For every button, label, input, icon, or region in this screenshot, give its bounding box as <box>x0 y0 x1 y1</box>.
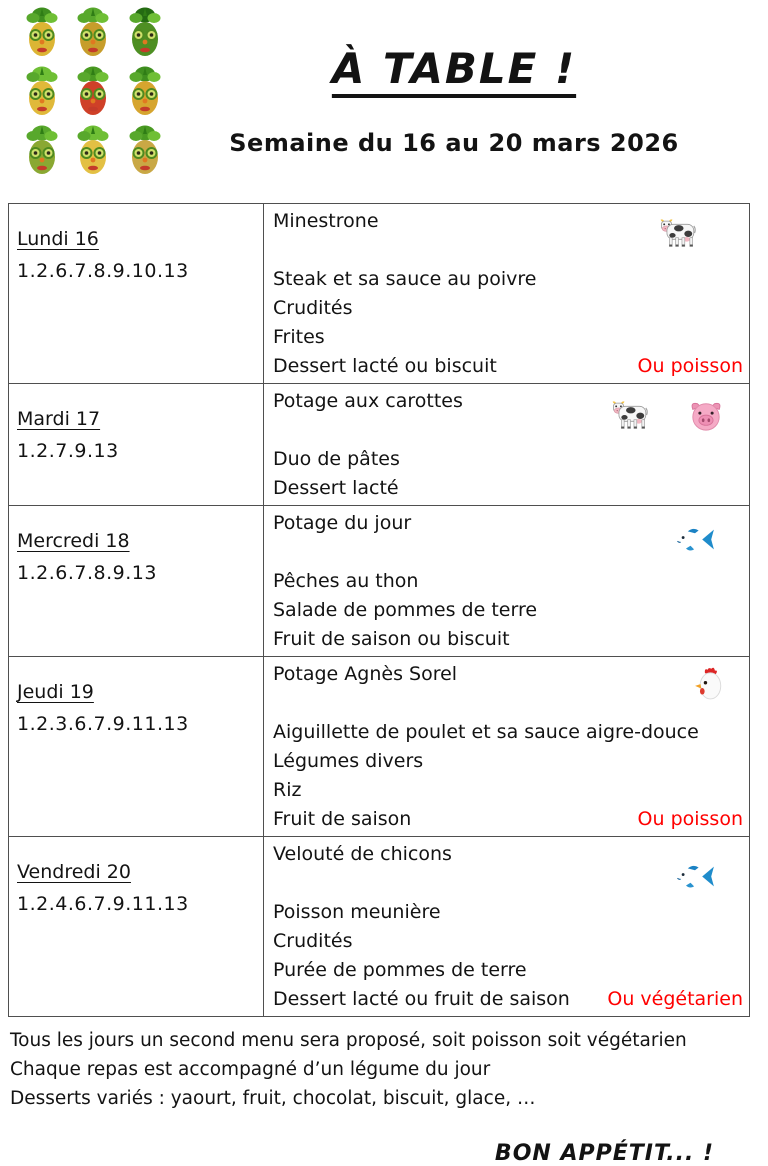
day-cell <box>9 657 264 837</box>
menu-item: Salade de pommes de terre <box>273 599 538 621</box>
menu-cell <box>264 204 750 384</box>
menu-item: Minestrone <box>273 210 379 232</box>
rooster-icon <box>694 667 725 703</box>
footer-note: Tous les jours un second menu sera proposé, soit poisson soit végétarien <box>10 1030 687 1051</box>
title-block <box>152 0 756 157</box>
menu-item: Dessert lacté <box>273 477 399 499</box>
menu-item: Crudités <box>273 297 353 319</box>
menu-day-row <box>9 657 750 837</box>
menu-item: Duo de pâtes <box>273 448 400 470</box>
menu-line-spacer <box>273 689 743 718</box>
menu-item: Riz <box>273 779 302 801</box>
menu-cell <box>264 657 750 837</box>
vegetable-faces-grid <box>18 5 170 181</box>
vegetable-face-icon <box>18 123 65 181</box>
menu-item: Potage du jour <box>273 512 412 534</box>
menu-item: Crudités <box>273 930 353 952</box>
day-cell <box>9 837 264 1017</box>
alternative-menu-note: Ou poisson <box>637 808 743 830</box>
menu-item <box>273 352 743 381</box>
header <box>0 0 768 203</box>
menu-item: Fruit de saison ou biscuit <box>273 628 510 650</box>
menu-item-text: Fruit de saison <box>273 808 412 830</box>
alternative-menu-note: Ou végétarien <box>607 988 743 1010</box>
day-cell <box>9 506 264 657</box>
allergen-numbers: 1.2.4.6.7.9.11.13 <box>17 893 189 915</box>
day-label: Vendredi 20 <box>17 861 131 883</box>
allergen-numbers: 1.2.6.7.8.9.13 <box>17 562 157 584</box>
allergen-numbers: 1.2.6.7.8.9.10.13 <box>17 260 189 282</box>
menu-item: Aiguillette de poulet et sa sauce aigre-douce <box>273 721 699 743</box>
menu-item: Potage aux carottes <box>273 390 463 412</box>
footer-note: Chaque repas est accompagné d’un légume du jour <box>10 1059 491 1080</box>
vegetable-face-icon <box>70 64 117 122</box>
alternative-menu-note: Ou poisson <box>637 355 743 377</box>
fish-icon <box>675 526 715 553</box>
menu-line-spacer <box>273 538 743 567</box>
cow-icon <box>611 400 649 432</box>
day-cell <box>9 384 264 506</box>
animal-icon-row <box>675 863 715 890</box>
menu-item: Pêches au thon <box>273 570 419 592</box>
menu-item: Légumes divers <box>273 750 424 772</box>
menu-item: Steak et sa sauce au poivre <box>273 268 537 290</box>
menu-day-row <box>9 506 750 657</box>
allergen-numbers: 1.2.3.6.7.9.11.13 <box>17 713 189 735</box>
vegetable-face-icon <box>18 5 65 63</box>
menu-cell <box>264 837 750 1017</box>
menu-day-row <box>9 837 750 1017</box>
menu-item <box>273 985 743 1014</box>
menu-item <box>273 805 743 834</box>
page-subtitle: Semaine du 16 au 20 mars 2026 <box>229 129 679 157</box>
menu-cell <box>264 384 750 506</box>
menu-item-text: Dessert lacté ou biscuit <box>273 355 497 377</box>
vegetable-face-icon <box>70 123 117 181</box>
animal-icon-row <box>659 218 697 248</box>
menu-item: Frites <box>273 326 325 348</box>
animal-icon-row <box>675 526 715 553</box>
menu-table-body <box>9 204 750 1017</box>
menu-item: Purée de pommes de terre <box>273 959 527 981</box>
footer <box>10 1026 768 1166</box>
menu-cell <box>264 506 750 657</box>
footer-note: Desserts variés : yaourt, fruit, chocolat, biscuit, glace, … <box>10 1088 536 1109</box>
menu-item: Potage Agnès Sorel <box>273 663 458 685</box>
pig-icon <box>689 400 723 432</box>
animal-icon-row <box>611 400 723 432</box>
allergen-numbers: 1.2.7.9.13 <box>17 440 119 462</box>
day-label: Mardi 17 <box>17 408 101 430</box>
menu-line-spacer <box>273 869 743 898</box>
menu-day-row <box>9 384 750 506</box>
fish-icon <box>675 863 715 890</box>
page-title: À TABLE ! <box>331 44 577 93</box>
animal-icon-row <box>694 667 725 703</box>
day-label: Mercredi 18 <box>17 530 130 552</box>
day-label: Lundi 16 <box>17 228 99 250</box>
menu-item: Velouté de chicons <box>273 843 452 865</box>
closing-text: BON APPÉTIT... ! <box>494 1141 714 1166</box>
weekly-menu-table <box>8 203 750 1017</box>
vegetable-face-icon <box>70 5 117 63</box>
cow-icon <box>659 218 697 248</box>
day-label: Jeudi 19 <box>17 681 94 703</box>
vegetable-face-icon <box>18 64 65 122</box>
menu-item-text: Dessert lacté ou fruit de saison <box>273 988 570 1010</box>
menu-day-row <box>9 204 750 384</box>
day-cell <box>9 204 264 384</box>
menu-item: Poisson meunière <box>273 901 441 923</box>
